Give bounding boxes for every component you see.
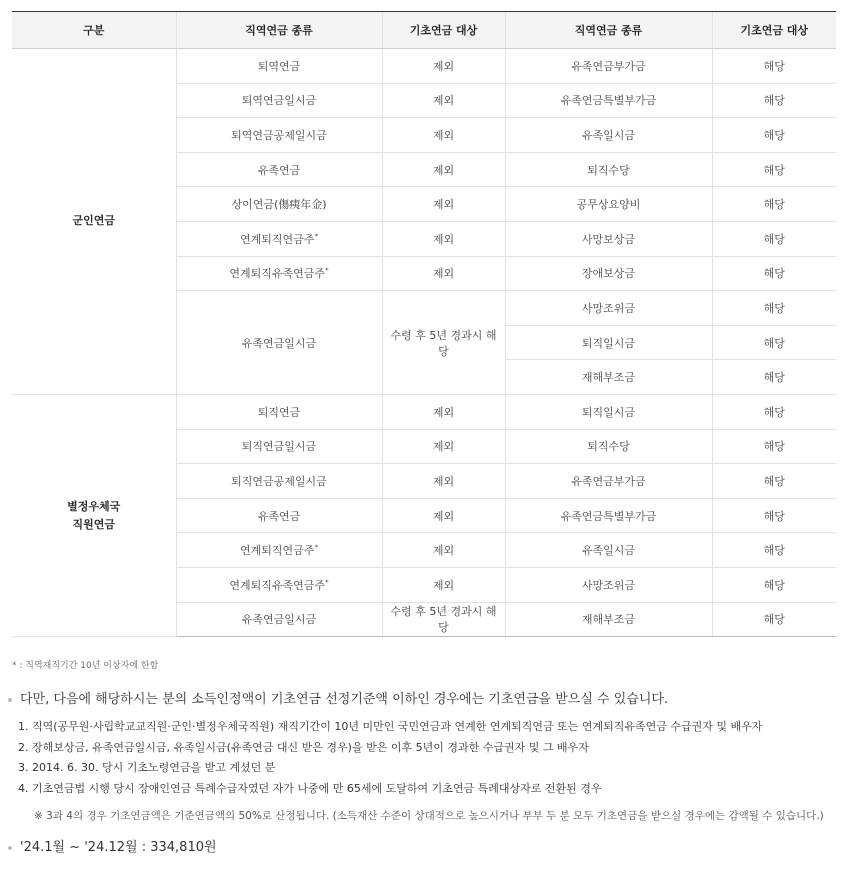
eligibility-cell: 수령 후 5년 경과시 해당 <box>382 602 505 637</box>
pension-type-cell <box>176 464 382 499</box>
table-row <box>12 394 836 429</box>
pension-type-cell-2: 퇴직수당 <box>505 152 712 187</box>
list-item: 3. 2014. 6. 30. 당시 기초노령연금을 받고 계셨던 분 <box>18 761 276 774</box>
eligibility-cell-2: 해당 <box>712 325 836 360</box>
eligibility-cell-2: 해당 <box>712 291 836 326</box>
pension-type-label: 퇴직연금일시금 <box>241 440 317 454</box>
eligibility-cell-2: 해당 <box>712 187 836 222</box>
header-pension-type-2: 직역연금 종류 <box>505 12 712 49</box>
eligibility-cell-2: 해당 <box>712 360 836 395</box>
pension-type-cell <box>176 498 382 533</box>
pension-type-label: 퇴직연금공제일시금 <box>231 474 327 488</box>
eligibility-cell: 제외 <box>382 429 505 464</box>
bullet-amount-text: '24.1월 ~ '24.12월 : 334,810원 <box>20 840 217 855</box>
pension-type-label: 퇴역연금 <box>257 59 301 73</box>
eligibility-cell-2: 해당 <box>712 152 836 187</box>
pension-type-label: 연계퇴직연금주 <box>240 232 315 246</box>
pension-type-cell <box>176 256 382 291</box>
list-item: 2. 장해보상금, 유족연금일시금, 유족일시금(유족연금 대신 받은 경우)을 받은 이후 5년이 경과한 수급권자 및 그 배우자 <box>18 740 589 754</box>
pension-type-label: 연계퇴직연금주 <box>240 544 315 558</box>
eligibility-cell-2: 해당 <box>712 533 836 568</box>
eligibility-cell-2: 해당 <box>712 602 836 637</box>
header-eligibility-2: 기초연금 대상 <box>712 12 836 49</box>
eligibility-cell: 제외 <box>382 118 505 153</box>
pension-type-cell <box>176 567 382 602</box>
reduction-note: ※ 3과 4의 경우 기초연금액은 기준연금액의 50%로 산정됩니다. (소득재산 수준이 상대적으로 높으시거나 부부 두 분 모두 기초연금을 받으실 경우에는 감액될 수 있습니다.) <box>34 810 824 822</box>
list-item: 4. 기초연금법 시행 당시 장애인연금 특례수급자였던 자가 나중에 만 65세에 도달하여 기초연금 특례대상자로 전환된 경우 <box>18 781 602 795</box>
pension-type-cell-2: 공무상요양비 <box>505 187 712 222</box>
header-pension-type: 직역연금 종류 <box>176 12 382 49</box>
pension-type-cell-2: 유족일시금 <box>505 533 712 568</box>
pension-type-cell-2: 사망조위금 <box>505 567 712 602</box>
eligibility-cell-2: 해당 <box>712 464 836 499</box>
eligibility-cell-2: 해당 <box>712 83 836 118</box>
pension-type-cell: 유족연금일시금 <box>176 291 382 395</box>
eligibility-cell: 제외 <box>382 152 505 187</box>
group-label: 별정우체국 <box>67 499 121 513</box>
pension-type-label: 연계퇴직유족연금주 <box>229 267 326 281</box>
eligibility-cell: 제외 <box>382 83 505 118</box>
bullet-dot-icon <box>8 698 12 702</box>
pension-table <box>12 11 836 637</box>
pension-type-cell <box>176 394 382 429</box>
eligibility-cell: 제외 <box>382 394 505 429</box>
footnote-marker: * <box>325 266 329 275</box>
pension-type-cell-2: 유족연금특별부가금 <box>505 83 712 118</box>
eligibility-cell-2: 해당 <box>712 221 836 256</box>
eligibility-cell-2: 해당 <box>712 394 836 429</box>
eligibility-cell-2: 해당 <box>712 429 836 464</box>
pension-type-label: 상이연금(傷痍年金) <box>231 198 327 212</box>
pension-type-cell <box>176 429 382 464</box>
list-item: 1. 직역(공무원·사립학교교직원·군인·별정우체국직원) 재직기간이 10년 미만인 국민연금과 연계한 연계퇴직연금 또는 연계퇴직유족연금 수급권자 및 배우자 <box>18 720 763 733</box>
eligibility-cell-2: 해당 <box>712 498 836 533</box>
eligibility-cell: 제외 <box>382 256 505 291</box>
footnote: * : 직역재직기간 10년 이상자에 한함 <box>12 661 159 671</box>
bullet-exception-text: 다만, 다음에 해당하시는 분의 소득인정액이 기초연금 선정기준액 이하인 경우에는 기초연금을 받으실 수 있습니다. <box>20 692 669 707</box>
eligibility-cell: 제외 <box>382 221 505 256</box>
eligibility-cell: 제외 <box>382 567 505 602</box>
eligibility-cell: 제외 <box>382 49 505 84</box>
pension-type-cell <box>176 533 382 568</box>
pension-type-label: 유족연금일시금 <box>241 613 317 627</box>
pension-type-cell-2: 퇴직일시금 <box>505 325 712 360</box>
table-row <box>12 49 836 84</box>
eligibility-cell-2: 해당 <box>712 118 836 153</box>
pension-type-cell <box>176 83 382 118</box>
pension-type-cell <box>176 221 382 256</box>
group-post-office <box>12 394 176 636</box>
eligibility-cell-2: 해당 <box>712 256 836 291</box>
eligibility-cell: 제외 <box>382 498 505 533</box>
pension-type-cell-2: 사망보상금 <box>505 221 712 256</box>
pension-type-cell-2: 유족연금부가금 <box>505 49 712 84</box>
pension-type-label: 퇴역연금공제일시금 <box>231 128 327 142</box>
bullet-amount <box>8 836 217 855</box>
pension-type-label: 유족연금 <box>257 163 301 177</box>
eligibility-cell-2: 해당 <box>712 567 836 602</box>
pension-type-cell-2: 재해부조금 <box>505 602 712 637</box>
bullet-exception <box>8 688 668 707</box>
footnote-marker: * <box>314 232 318 241</box>
group-military <box>12 49 176 395</box>
footnote-marker: * <box>325 578 329 587</box>
pension-type-cell-2: 유족연금특별부가금 <box>505 498 712 533</box>
pension-type-cell-2: 유족연금부가금 <box>505 464 712 499</box>
eligibility-cell-2: 해당 <box>712 49 836 84</box>
eligibility-cell: 제외 <box>382 464 505 499</box>
pension-type-cell <box>176 152 382 187</box>
bullet-dot-icon <box>8 846 12 850</box>
pension-type-cell-2: 유족일시금 <box>505 118 712 153</box>
pension-type-cell <box>176 187 382 222</box>
group-label: 직원연금 <box>72 517 115 531</box>
pension-type-cell <box>176 118 382 153</box>
eligibility-cell: 제외 <box>382 187 505 222</box>
pension-type-label: 연계퇴직유족연금주 <box>229 578 326 592</box>
pension-type-cell-2: 퇴직일시금 <box>505 394 712 429</box>
pension-type-label: 퇴직연금 <box>257 405 301 419</box>
footnote-marker: * <box>314 543 318 552</box>
pension-type-cell <box>176 49 382 84</box>
pension-type-cell-2: 장애보상금 <box>505 256 712 291</box>
pension-type-cell-2: 사망조위금 <box>505 291 712 326</box>
pension-type-cell <box>176 602 382 637</box>
exception-list <box>18 717 762 799</box>
pension-type-cell-2: 재해부조금 <box>505 360 712 395</box>
pension-type-label: 퇴역연금일시금 <box>241 94 317 108</box>
eligibility-cell: 수령 후 5년 경과시 해당 <box>382 291 505 395</box>
pension-type-label: 유족연금 <box>257 509 301 523</box>
table-header-row <box>12 12 836 49</box>
group-label: 군인연금 <box>72 214 115 228</box>
header-eligibility: 기초연금 대상 <box>382 12 505 49</box>
eligibility-cell: 제외 <box>382 533 505 568</box>
pension-type-cell-2: 퇴직수당 <box>505 429 712 464</box>
header-category: 구분 <box>12 12 176 49</box>
